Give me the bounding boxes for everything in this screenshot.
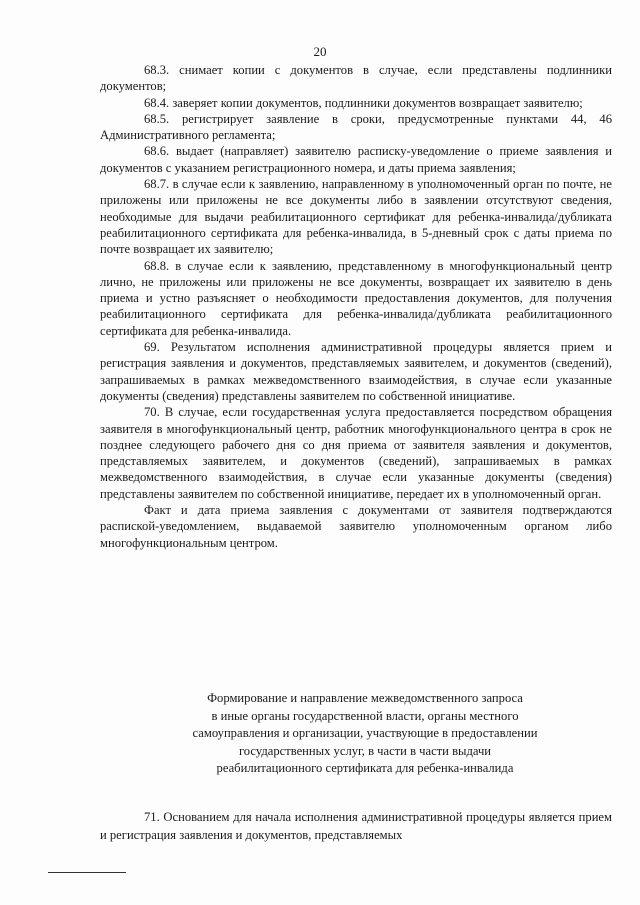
body-text <box>100 62 612 551</box>
paragraph-70: 70. В случае, если государственная услуга предоставляется посредством обращения заявителя в многофункциональный центр, работник многофункционального центра в срок не позднее следующего рабочего дня со дня приема от заявителя заявления и документов, представляемых заявителем, и документов (сведений), запрашиваемых в рамках межведомственного взаимодействия, в случае если указанные документы (сведения) представлены заявителем по собственной инициативе, передает их в уполномоченный орган. <box>100 405 612 501</box>
paragraph-68-7: 68.7. в случае если к заявлению, направленному в уполномоченный орган по почте, не приложены или приложены не все документы либо в заявлении отсутствуют сведения, необходимые для выдачи реабилитационного сертификат для ребенка-инвалида/дубликата реабилитационного сертификата для ребенка-инвалида, в 5-дневный срок с даты приема по почте возвращает их заявителю; <box>100 177 612 257</box>
heading-line: в иные органы государственной власти, органы местного <box>211 708 519 723</box>
heading-line: самоуправления и организации, участвующие в предоставлении <box>192 726 538 741</box>
bottom-text <box>100 808 612 844</box>
paragraph-fact: Факт и дата приема заявления с документами от заявителя подтверждаются распиской-уведомлением, выдаваемой заявителю уполномоченным органом либо многофункциональным центром. <box>100 503 612 550</box>
paragraph-69: 69. Результатом исполнения административной процедуры является прием и регистрация заявления и документов, представляемых заявителем, и документов (сведений), запрашиваемых в рамках межведомственного взаимодействия, в случае если указанные документы (сведения) представлены заявителем по собственной инициативе. <box>100 340 612 403</box>
paragraph-68-6: 68.6. выдает (направляет) заявителю расписку-уведомление о приеме заявления и документов с указанием регистрационного номера, и даты приема заявления; <box>100 144 612 175</box>
heading-line: Формирование и направление межведомственного запроса <box>207 691 523 705</box>
paragraph-68-4: 68.4. заверяет копии документов, подлинники документов возвращает заявителю; <box>144 95 583 110</box>
heading-line: реабилитационного сертификата для ребенка-инвалида <box>216 761 514 776</box>
section-heading <box>150 690 580 778</box>
page-number: 20 <box>313 44 327 59</box>
heading-line: государственных услуг, в части в части выдачи <box>238 743 492 758</box>
paragraph-68-8: 68.8. в случае если к заявлению, представленному в многофункциональный центр лично, не приложены или приложены не все документы, возвращает их заявителю в день приема и устно разъясняет о необходимости предоставления документов, для получения реабилитационного сертификата для ребенка-инвалида/дубликата реабилитационного сертификата для ребенка-инвалида. <box>100 258 612 338</box>
paragraph-71: 71. Основанием для начала исполнения административной процедуры является прием и регистрация заявления и документов, представляемых <box>100 810 612 842</box>
paragraph-68-5: 68.5. регистрирует заявление в сроки, предусмотренные пунктами 44, 46 Административного регламента; <box>100 111 612 143</box>
paragraph-68-3: 68.3. снимает копии с документов в случае, если представлены подлинники документов; <box>100 63 612 94</box>
footnote-divider <box>48 872 126 873</box>
